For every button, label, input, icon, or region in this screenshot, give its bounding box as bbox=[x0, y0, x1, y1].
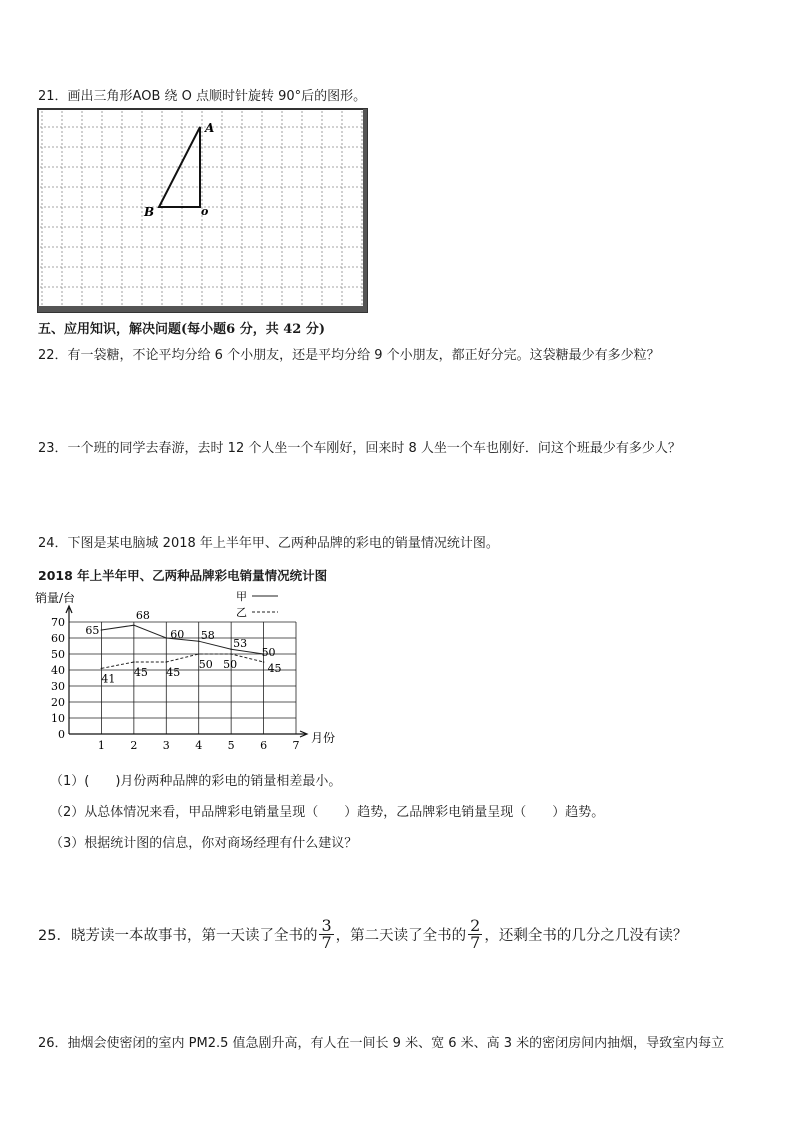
y-tick-label: 40 bbox=[51, 664, 65, 677]
data-label: 45 bbox=[267, 662, 282, 675]
q24-text: 24．下图是某电脑城 2018 年上半年甲、乙两种品牌的彩电的销量情况统计图。 bbox=[38, 536, 499, 551]
chart-labels bbox=[85, 609, 281, 685]
data-point bbox=[133, 624, 135, 626]
data-point bbox=[101, 668, 103, 670]
y-tick-label: 0 bbox=[58, 728, 65, 741]
chart-title: 2018 年上半年甲、乙两种品牌彩电销量情况统计图 bbox=[38, 568, 328, 583]
q24-sub3: （3）根据统计图的信息，你对商场经理有什么建议？ bbox=[50, 836, 358, 851]
chart-legend bbox=[236, 590, 278, 619]
grid-figure bbox=[37, 108, 369, 314]
fraction-numerator: 3 bbox=[321, 916, 332, 935]
data-label: 53 bbox=[233, 637, 248, 651]
y-tick-label: 50 bbox=[51, 648, 65, 661]
data-label: 68 bbox=[135, 609, 150, 623]
q22-text: 22．有一袋糖，不论平均分给 6 个小朋友，还是平均分给 9 个小朋友，都正好分完。这袋糖最少有多少粒？ bbox=[38, 348, 660, 363]
sales-line-chart bbox=[30, 586, 350, 756]
q25-line bbox=[38, 918, 687, 951]
data-label: 60 bbox=[170, 628, 185, 641]
data-point bbox=[263, 661, 265, 663]
fraction-numerator: 2 bbox=[470, 916, 481, 935]
q25-part3: ，还剩全书的几分之几没有读？ bbox=[484, 928, 688, 944]
q26-text: 26．抽烟会使密闭的室内 PM2.5 值急剧升高，有人在一间长 9 米、宽 6 米、高 3 米的密闭房间内抽烟，导致室内每立 bbox=[38, 1036, 725, 1051]
data-label: 50 bbox=[261, 646, 276, 659]
data-point bbox=[165, 637, 167, 639]
x-tick-label: 7 bbox=[292, 739, 300, 752]
data-point bbox=[133, 661, 135, 663]
y-tick-label: 10 bbox=[51, 712, 65, 725]
x-tick-label: 2 bbox=[130, 739, 138, 752]
chart-ylabel: 销量/台 bbox=[35, 591, 76, 605]
data-label: 45 bbox=[133, 666, 148, 679]
y-tick-label: 30 bbox=[51, 680, 65, 693]
data-point bbox=[165, 661, 167, 663]
data-point bbox=[101, 629, 103, 631]
x-tick-label: 1 bbox=[97, 739, 105, 752]
point-a-label: A bbox=[205, 121, 215, 135]
point-b-label: B bbox=[144, 205, 155, 219]
q25-part1: 25．晓芳读一本故事书，第一天读了全书的 bbox=[38, 928, 318, 944]
fraction-3-7 bbox=[319, 918, 333, 951]
q21-text: 21．画出三角形AOB 绕 O 点顺时针旋转 90°后的图形。 bbox=[38, 89, 367, 104]
y-tick-label: 20 bbox=[51, 696, 65, 709]
data-label: 45 bbox=[166, 666, 181, 679]
legend-label-yi: 乙 bbox=[236, 606, 247, 619]
data-label: 50 bbox=[223, 658, 238, 671]
x-tick-label: 6 bbox=[260, 739, 268, 752]
legend-label-jia: 甲 bbox=[236, 590, 247, 603]
fraction-denominator: 7 bbox=[470, 933, 481, 952]
series-line-yi bbox=[101, 654, 263, 668]
x-tick-label: 3 bbox=[162, 739, 170, 752]
q24-sub1: （1）( )月份两种品牌的彩电的销量相差最小。 bbox=[50, 774, 342, 789]
x-tick-label: 4 bbox=[195, 739, 203, 752]
q24-sub2: （2）从总体情况来看，甲品牌彩电销量呈现（ ）趋势，乙品牌彩电销量呈现（ ）趋势。 bbox=[50, 805, 605, 820]
data-label: 50 bbox=[198, 658, 213, 671]
data-point bbox=[198, 653, 200, 655]
y-tick-label: 60 bbox=[51, 632, 65, 645]
data-point bbox=[198, 640, 200, 642]
data-point bbox=[230, 653, 232, 655]
point-o-label: o bbox=[201, 205, 209, 218]
data-point bbox=[230, 648, 232, 650]
data-label: 41 bbox=[101, 672, 116, 686]
chart-xlabel: 月份 bbox=[311, 731, 336, 745]
fraction-2-7 bbox=[468, 918, 482, 951]
q25-part2: ，第二天读了全书的 bbox=[335, 928, 467, 944]
section5-title: 五、应用知识，解决问题(每小题6 分，共 42 分) bbox=[38, 322, 326, 337]
y-tick-label: 70 bbox=[51, 616, 65, 629]
fraction-denominator: 7 bbox=[321, 933, 332, 952]
q23-text: 23．一个班的同学去春游，去时 12 个人坐一个车刚好，回来时 8 人坐一个车也刚好．问这个班最少有多少人？ bbox=[38, 441, 681, 456]
data-label: 65 bbox=[85, 624, 100, 637]
data-label: 58 bbox=[200, 629, 215, 643]
x-tick-label: 5 bbox=[227, 739, 235, 752]
